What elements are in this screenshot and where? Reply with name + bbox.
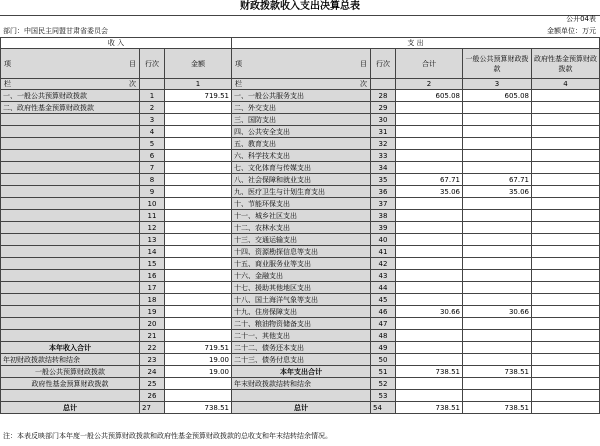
item-label: 项: [235, 60, 242, 68]
income-item-cell: 总计: [1, 402, 140, 414]
section-header-row: [1, 38, 600, 49]
table-row: [1, 174, 600, 186]
expense-total-cell: [396, 378, 463, 390]
expense-item-cell: 十一、城乡社区支出: [232, 210, 371, 222]
report-table: [0, 37, 600, 414]
income-item-cell: [1, 330, 140, 342]
general-budget-cell: [463, 294, 532, 306]
income-row-no-cell: 1: [140, 90, 165, 102]
expense-item-cell: 四、公共安全支出: [232, 126, 371, 138]
fund-budget-cell: [532, 234, 600, 246]
income-row-no-cell: 3: [140, 114, 165, 126]
general-budget-cell: 738.51: [463, 366, 532, 378]
income-amount-cell: [165, 258, 232, 270]
income-item-cell: [1, 138, 140, 150]
expense-row-no-cell: 32: [371, 138, 396, 150]
mu-label: 目: [129, 60, 136, 68]
income-row-no-cell: 24: [140, 366, 165, 378]
expense-row-no-cell: 43: [371, 270, 396, 282]
general-budget-cell: [463, 282, 532, 294]
income-lan-ci: [1, 79, 140, 90]
expense-item-cell: 年末财政拨款结转和结余: [232, 378, 371, 390]
general-budget-cell: 738.51: [463, 402, 532, 414]
table-row: [1, 162, 600, 174]
expense-total-cell: [396, 114, 463, 126]
expense-item-cell: 二、外交支出: [232, 102, 371, 114]
income-amount-cell: [165, 222, 232, 234]
table-row: [1, 378, 600, 390]
fund-budget-cell: [532, 114, 600, 126]
expense-item-cell: 三、国防支出: [232, 114, 371, 126]
expense-item-cell: 十、节能环保支出: [232, 198, 371, 210]
income-amount-cell: 19.00: [165, 366, 232, 378]
income-item-cell: [1, 282, 140, 294]
income-item-cell: [1, 174, 140, 186]
lan-label: 栏: [4, 80, 11, 88]
income-item-cell: [1, 198, 140, 210]
income-amount-cell: [165, 234, 232, 246]
table-row: [1, 258, 600, 270]
expense-row-no-cell: 47: [371, 318, 396, 330]
fund-budget-cell: [532, 258, 600, 270]
table-row: [1, 234, 600, 246]
expense-total-cell: 35.06: [396, 186, 463, 198]
expense-total-cell: [396, 270, 463, 282]
expense-row-no-cell: 37: [371, 198, 396, 210]
ci-label: 次: [360, 80, 367, 88]
income-row-no-cell: 13: [140, 234, 165, 246]
title-underline: [0, 15, 600, 16]
department-label: 部门：中国民主同盟甘肃省委员会: [3, 27, 108, 35]
expense-row-no-cell: 39: [371, 222, 396, 234]
table-row: [1, 342, 600, 354]
expense-total-cell: [396, 102, 463, 114]
fund-budget-cell: [532, 210, 600, 222]
income-row-no-cell: 27: [140, 402, 165, 414]
expense-total-cell: [396, 234, 463, 246]
expense-total-cell: [396, 126, 463, 138]
income-item-cell: 本年收入合计: [1, 342, 140, 354]
expense-row-no-header: 行次: [371, 49, 396, 79]
fund-budget-cell: [532, 294, 600, 306]
expense-total-cell: [396, 150, 463, 162]
expense-item-cell: 总计: [232, 402, 371, 414]
general-budget-cell: [463, 270, 532, 282]
income-item-cell: [1, 222, 140, 234]
table-row: [1, 90, 600, 102]
table-row: [1, 294, 600, 306]
mu-label: 目: [360, 60, 367, 68]
income-amount-cell: [165, 102, 232, 114]
income-row-no-cell: 11: [140, 210, 165, 222]
fund-budget-cell: [532, 186, 600, 198]
general-budget-cell: [463, 318, 532, 330]
table-row: [1, 246, 600, 258]
expense-item-cell: 二十三、债务付息支出: [232, 354, 371, 366]
income-amount-cell: [165, 126, 232, 138]
fund-budget-cell: [532, 198, 600, 210]
expense-total-cell: [396, 258, 463, 270]
income-row-no-cell: 15: [140, 258, 165, 270]
income-item-cell: 二、政府性基金预算财政拨款: [1, 102, 140, 114]
income-amount-cell: [165, 294, 232, 306]
expense-item-cell: 十四、资源勘探信息等支出: [232, 246, 371, 258]
income-item-cell: [1, 306, 140, 318]
income-row-no-cell: 7: [140, 162, 165, 174]
table-row: [1, 186, 600, 198]
income-amount-cell: [165, 162, 232, 174]
general-budget-cell: [463, 378, 532, 390]
general-budget-cell: 605.08: [463, 90, 532, 102]
fund-budget-cell: [532, 102, 600, 114]
general-budget-cell: 35.06: [463, 186, 532, 198]
income-row-no-cell: 21: [140, 330, 165, 342]
income-item-cell: [1, 318, 140, 330]
income-amount-cell: [165, 246, 232, 258]
income-amount-cell: [165, 174, 232, 186]
income-item-cell: 年初财政拨款结转和结余: [1, 354, 140, 366]
expense-item-cell: 六、科学技术支出: [232, 150, 371, 162]
fund-budget-cell: [532, 378, 600, 390]
fund-budget-cell: [532, 366, 600, 378]
expense-row-no-cell: 44: [371, 282, 396, 294]
col-index-1: 1: [165, 79, 232, 90]
general-budget-cell: [463, 162, 532, 174]
expense-row-no-cell: 29: [371, 102, 396, 114]
page-title: 财政拨款收入支出决算总表: [240, 1, 360, 12]
item-label: 项: [4, 60, 11, 68]
income-row-no-header: 行次: [140, 49, 165, 79]
expense-row-no-cell: 41: [371, 246, 396, 258]
income-amount-cell: 19.00: [165, 354, 232, 366]
fund-budget-cell: [532, 246, 600, 258]
expense-row-no-cell: 36: [371, 186, 396, 198]
table-row: [1, 102, 600, 114]
income-amount-cell: 719.51: [165, 342, 232, 354]
income-amount-cell: [165, 150, 232, 162]
income-amount-cell: [165, 138, 232, 150]
expense-total-cell: [396, 318, 463, 330]
general-budget-header: 一般公共预算财政拨款: [463, 49, 532, 79]
expense-row-no-cell: 53: [371, 390, 396, 402]
expense-row-no-cell: 28: [371, 90, 396, 102]
expense-row-no-cell: 45: [371, 294, 396, 306]
income-amount-cell: [165, 306, 232, 318]
footnote: 注：本表反映部门本年度一般公共预算财政拨款和政府性基金预算财政拨款的总收支和年末结转结余情况。: [3, 432, 332, 440]
income-index-blank: [140, 79, 165, 90]
expense-total-cell: [396, 198, 463, 210]
general-budget-cell: [463, 342, 532, 354]
expense-row-no-cell: 30: [371, 114, 396, 126]
expense-item-cell: 本年支出合计: [232, 366, 371, 378]
fund-budget-cell: [532, 306, 600, 318]
expense-total-cell: [396, 342, 463, 354]
income-amount-cell: [165, 270, 232, 282]
income-amount-cell: [165, 318, 232, 330]
expense-row-no-cell: 50: [371, 354, 396, 366]
expense-total-cell: 738.51: [396, 366, 463, 378]
expense-item-cell: 十三、交通运输支出: [232, 234, 371, 246]
general-budget-cell: 30.66: [463, 306, 532, 318]
fund-budget-cell: [532, 390, 600, 402]
expense-row-no-cell: 51: [371, 366, 396, 378]
general-budget-cell: [463, 234, 532, 246]
income-row-no-cell: 14: [140, 246, 165, 258]
fund-budget-cell: [532, 138, 600, 150]
expense-item-cell: 五、教育支出: [232, 138, 371, 150]
income-amount-cell: [165, 378, 232, 390]
fund-budget-cell: [532, 318, 600, 330]
expense-row-no-cell: 38: [371, 210, 396, 222]
expense-row-no-cell: 48: [371, 330, 396, 342]
expense-item-cell: 十八、国土海洋气象等支出: [232, 294, 371, 306]
income-row-no-cell: 6: [140, 150, 165, 162]
income-amount-cell: [165, 114, 232, 126]
income-amount-cell: 738.51: [165, 402, 232, 414]
general-budget-cell: [463, 258, 532, 270]
expense-total-cell: [396, 162, 463, 174]
general-budget-cell: [463, 390, 532, 402]
table-row: [1, 114, 600, 126]
income-amount-cell: [165, 282, 232, 294]
income-item-cell: [1, 258, 140, 270]
table-row: [1, 138, 600, 150]
income-row-no-cell: 8: [140, 174, 165, 186]
expense-row-no-cell: 46: [371, 306, 396, 318]
income-row-no-cell: 4: [140, 126, 165, 138]
general-budget-cell: 67.71: [463, 174, 532, 186]
expense-index-blank: [371, 79, 396, 90]
table-row: [1, 126, 600, 138]
income-item-cell: [1, 186, 140, 198]
fund-budget-cell: [532, 222, 600, 234]
income-item-cell: [1, 114, 140, 126]
general-budget-cell: [463, 126, 532, 138]
general-budget-cell: [463, 150, 532, 162]
income-amount-header: 金额: [165, 49, 232, 79]
expense-item-cell: 九、医疗卫生与计划生育支出: [232, 186, 371, 198]
col-index-2: 2: [396, 79, 463, 90]
table-row: [1, 354, 600, 366]
expense-total-cell: [396, 138, 463, 150]
general-budget-cell: [463, 246, 532, 258]
general-budget-cell: [463, 114, 532, 126]
income-amount-cell: [165, 330, 232, 342]
expense-row-no-cell: 33: [371, 150, 396, 162]
fund-budget-cell: [532, 270, 600, 282]
expense-item-cell: 二十二、债务还本支出: [232, 342, 371, 354]
income-row-no-cell: 12: [140, 222, 165, 234]
table-row: [1, 210, 600, 222]
fund-budget-cell: [532, 150, 600, 162]
expense-item-header: [232, 49, 371, 79]
expense-row-no-cell: 35: [371, 174, 396, 186]
income-row-no-cell: 25: [140, 378, 165, 390]
income-item-cell: [1, 270, 140, 282]
expense-total-cell: [396, 222, 463, 234]
expense-total-cell: 67.71: [396, 174, 463, 186]
table-row: [1, 330, 600, 342]
column-header-row: [1, 49, 600, 79]
income-row-no-cell: 17: [140, 282, 165, 294]
income-item-cell: [1, 162, 140, 174]
fund-budget-cell: [532, 90, 600, 102]
income-item-header: [1, 49, 140, 79]
table-row: [1, 390, 600, 402]
table-row: [1, 270, 600, 282]
income-item-cell: [1, 294, 140, 306]
expense-item-cell: 二十、粮油物资储备支出: [232, 318, 371, 330]
ci-label: 次: [129, 80, 136, 88]
income-row-no-cell: 9: [140, 186, 165, 198]
income-item-cell: [1, 390, 140, 402]
general-budget-cell: [463, 198, 532, 210]
expense-total-cell: [396, 294, 463, 306]
income-item-cell: [1, 234, 140, 246]
fund-budget-cell: [532, 402, 600, 414]
income-amount-cell: [165, 198, 232, 210]
col-index-3: 3: [463, 79, 532, 90]
expense-row-no-cell: 42: [371, 258, 396, 270]
table-row: [1, 150, 600, 162]
expense-row-no-cell: 31: [371, 126, 396, 138]
income-item-cell: 政府性基金预算财政拨款: [1, 378, 140, 390]
fund-budget-cell: [532, 330, 600, 342]
expense-total-cell: 605.08: [396, 90, 463, 102]
income-row-no-cell: 16: [140, 270, 165, 282]
income-amount-cell: [165, 210, 232, 222]
expense-item-cell: 一、一般公共服务支出: [232, 90, 371, 102]
income-item-cell: [1, 126, 140, 138]
general-budget-cell: [463, 210, 532, 222]
income-section-label: 收 入: [1, 38, 232, 49]
income-row-no-cell: 10: [140, 198, 165, 210]
income-amount-cell: [165, 186, 232, 198]
fund-budget-cell: [532, 354, 600, 366]
income-item-cell: 一般公共预算财政拨款: [1, 366, 140, 378]
expense-item-cell: [232, 390, 371, 402]
expense-item-cell: 八、社会保障和就业支出: [232, 174, 371, 186]
fund-budget-cell: [532, 282, 600, 294]
income-row-no-cell: 20: [140, 318, 165, 330]
expense-item-cell: 十七、援助其他地区支出: [232, 282, 371, 294]
income-row-no-cell: 22: [140, 342, 165, 354]
expense-total-cell: [396, 390, 463, 402]
expense-item-cell: 七、文化体育与传媒支出: [232, 162, 371, 174]
general-budget-cell: [463, 354, 532, 366]
lan-label: 栏: [235, 80, 242, 88]
col-index-4: 4: [532, 79, 600, 90]
table-row: [1, 402, 600, 414]
expense-row-no-cell: 40: [371, 234, 396, 246]
expense-item-cell: 十九、住房保障支出: [232, 306, 371, 318]
income-row-no-cell: 5: [140, 138, 165, 150]
table-row: [1, 366, 600, 378]
fund-budget-cell: [532, 174, 600, 186]
income-item-cell: [1, 210, 140, 222]
fund-budget-cell: [532, 342, 600, 354]
expense-item-cell: 十二、农林水支出: [232, 222, 371, 234]
expense-total-header: 合计: [396, 49, 463, 79]
expense-section-label: 支 出: [232, 38, 600, 49]
general-budget-cell: [463, 138, 532, 150]
expense-total-cell: [396, 354, 463, 366]
unit-label: 金额单位：万元: [547, 27, 596, 35]
income-row-no-cell: 19: [140, 306, 165, 318]
fund-budget-cell: [532, 162, 600, 174]
column-index-row: [1, 79, 600, 90]
expense-row-no-cell: 34: [371, 162, 396, 174]
income-amount-cell: 719.51: [165, 90, 232, 102]
fund-budget-cell: [532, 126, 600, 138]
expense-total-cell: [396, 210, 463, 222]
expense-item-cell: 二十一、其他支出: [232, 330, 371, 342]
income-item-cell: [1, 246, 140, 258]
form-number: 公开04表: [566, 15, 596, 23]
income-item-cell: [1, 150, 140, 162]
expense-row-no-cell: 52: [371, 378, 396, 390]
expense-item-cell: 十六、金融支出: [232, 270, 371, 282]
expense-row-no-cell: 49: [371, 342, 396, 354]
expense-total-cell: [396, 246, 463, 258]
general-budget-cell: [463, 330, 532, 342]
general-budget-cell: [463, 102, 532, 114]
expense-lan-ci: [232, 79, 371, 90]
expense-total-cell: 738.51: [396, 402, 463, 414]
table-row: [1, 306, 600, 318]
income-row-no-cell: 18: [140, 294, 165, 306]
income-row-no-cell: 2: [140, 102, 165, 114]
income-row-no-cell: 26: [140, 390, 165, 402]
expense-row-no-cell: 54: [371, 402, 396, 414]
income-amount-cell: [165, 390, 232, 402]
expense-total-cell: [396, 282, 463, 294]
expense-total-cell: [396, 330, 463, 342]
table-row: [1, 198, 600, 210]
fund-budget-header: 政府性基金预算财政拨款: [532, 49, 600, 79]
table-row: [1, 282, 600, 294]
table-row: [1, 318, 600, 330]
expense-item-cell: 十五、商业服务业等支出: [232, 258, 371, 270]
general-budget-cell: [463, 222, 532, 234]
expense-total-cell: 30.66: [396, 306, 463, 318]
income-row-no-cell: 23: [140, 354, 165, 366]
table-row: [1, 222, 600, 234]
income-item-cell: 一、一般公共预算财政拨款: [1, 90, 140, 102]
